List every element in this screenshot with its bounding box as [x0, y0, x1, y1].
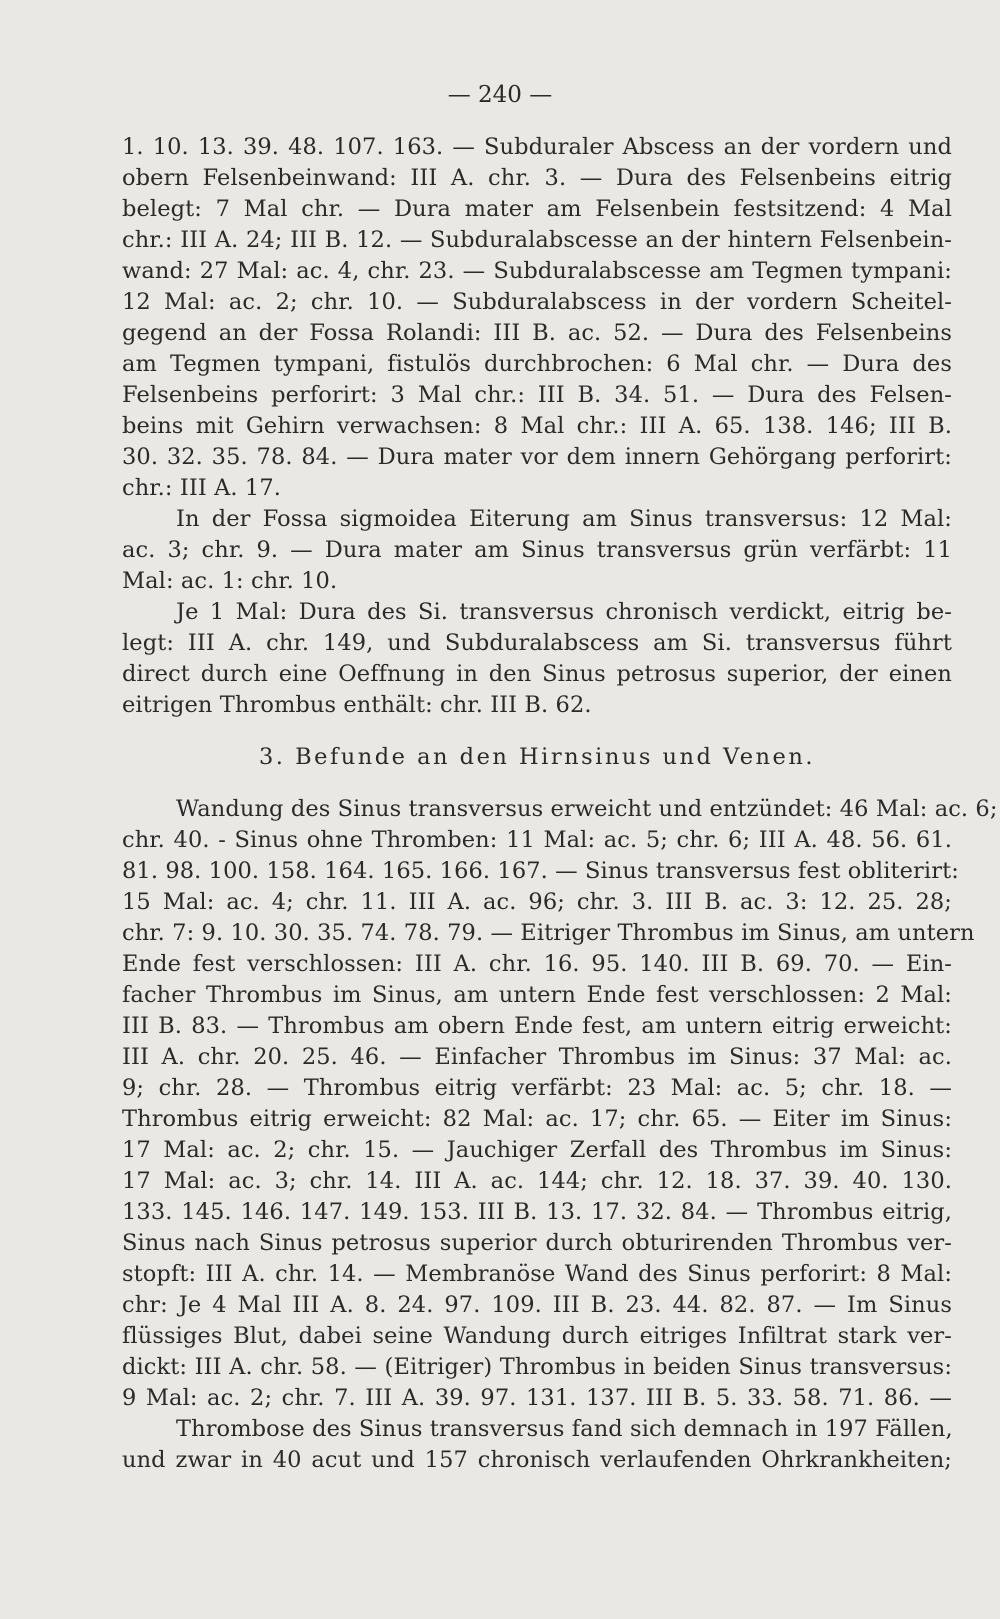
text-line: 9 Mal: ac. 2; chr. 7. III A. 39. 97. 131. 137. III B. 5. 33. 58. 71. 86. —: [122, 1385, 952, 1411]
text-line: 30. 32. 35. 78. 84. — Dura mater vor dem innern Gehörgang perforirt:: [122, 444, 952, 470]
text-line: flüssiges Blut, dabei seine Wandung durch eitriges Infiltrat stark ver-: [122, 1323, 952, 1349]
text-line: am Tegmen tympani, fistulös durchbrochen: 6 Mal chr. — Dura des: [122, 351, 952, 377]
text-line: wand: 27 Mal: ac. 4, chr. 23. — Subduralabscesse am Tegmen tympani:: [122, 258, 952, 284]
text-line: facher Thrombus im Sinus, am untern Ende fest verschlossen: 2 Mal:: [122, 982, 952, 1008]
section-heading: 3. Befunde an den Hirnsinus und Venen.: [258, 744, 816, 770]
text-line: Wandung des Sinus transversus erweicht und entzündet: 46 Mal: ac. 6;: [176, 796, 998, 822]
text-line: und zwar in 40 acut und 157 chronisch verlaufenden Ohrkrankheiten;: [122, 1447, 952, 1473]
text-line: legt: III A. chr. 149, und Subduralabscess am Si. transversus führt: [122, 630, 952, 656]
text-line: 81. 98. 100. 158. 164. 165. 166. 167. — Sinus transversus fest obliterirt:: [122, 858, 959, 884]
text-line: 133. 145. 146. 147. 149. 153. III B. 13. 17. 32. 84. — Thrombus eitrig,: [122, 1199, 952, 1225]
text-line: 12 Mal: ac. 2; chr. 10. — Subduralabscess in der vordern Scheitel-: [122, 289, 952, 315]
text-line: 17 Mal: ac. 3; chr. 14. III A. ac. 144; chr. 12. 18. 37. 39. 40. 130.: [122, 1168, 952, 1194]
text-line: chr: Je 4 Mal III A. 8. 24. 97. 109. III B. 23. 44. 82. 87. — Im Sinus: [122, 1292, 952, 1318]
text-line: chr.: III A. 24; III B. 12. — Subduralabscesse an der hintern Felsenbein-: [122, 227, 952, 253]
text-line: III A. chr. 20. 25. 46. — Einfacher Thrombus im Sinus: 37 Mal: ac.: [122, 1044, 952, 1070]
text-line: ac. 3; chr. 9. — Dura mater am Sinus transversus grün verfärbt: 11: [122, 537, 952, 563]
text-line: 15 Mal: ac. 4; chr. 11. III A. ac. 96; chr. 3. III B. ac. 3: 12. 25. 28;: [122, 889, 952, 915]
text-line: stopft: III A. chr. 14. — Membranöse Wand des Sinus perforirt: 8 Mal:: [122, 1261, 952, 1287]
text-line: Felsenbeins perforirt: 3 Mal chr.: III B. 34. 51. — Dura des Felsen-: [122, 382, 952, 408]
text-line: chr.: III A. 17.: [122, 475, 282, 501]
text-line: Thrombus eitrig erweicht: 82 Mal: ac. 17; chr. 65. — Eiter im Sinus:: [122, 1106, 952, 1132]
text-line: chr. 7: 9. 10. 30. 35. 74. 78. 79. — Eitriger Thrombus im Sinus, am untern: [122, 920, 975, 946]
text-line: Sinus nach Sinus petrosus superior durch obturirenden Thrombus ver-: [122, 1230, 952, 1256]
text-line: obern Felsenbeinwand: III A. chr. 3. — Dura des Felsenbeins eitrig: [122, 165, 952, 191]
text-line: dickt: III A. chr. 58. — (Eitriger) Thrombus in beiden Sinus transversus:: [122, 1354, 952, 1380]
text-line: Je 1 Mal: Dura des Si. transversus chronisch verdickt, eitrig be-: [176, 599, 952, 625]
text-line: In der Fossa sigmoidea Eiterung am Sinus transversus: 12 Mal:: [176, 506, 952, 532]
text-line: 17 Mal: ac. 2; chr. 15. — Jauchiger Zerfall des Thrombus im Sinus:: [122, 1137, 952, 1163]
text-line: eitrigen Thrombus enthält: chr. III B. 62.: [122, 692, 592, 718]
text-line: 9; chr. 28. — Thrombus eitrig verfärbt: 23 Mal: ac. 5; chr. 18. —: [122, 1075, 952, 1101]
text-line: gegend an der Fossa Rolandi: III B. ac. 52. — Dura des Felsenbeins: [122, 320, 952, 346]
page-number: — 240 —: [447, 82, 553, 108]
text-line: belegt: 7 Mal chr. — Dura mater am Felsenbein festsitzend: 4 Mal: [122, 196, 952, 222]
text-line: beins mit Gehirn verwachsen: 8 Mal chr.: III A. 65. 138. 146; III B.: [122, 413, 952, 439]
text-line: chr. 40. - Sinus ohne Thromben: 11 Mal: ac. 5; chr. 6; III A. 48. 56. 61.: [122, 827, 952, 853]
text-line: Mal: ac. 1: chr. 10.: [122, 568, 338, 594]
text-line: Ende fest verschlossen: III A. chr. 16. 95. 140. III B. 69. 70. — Ein-: [122, 951, 952, 977]
text-line: Thrombose des Sinus transversus fand sich demnach in 197 Fällen,: [176, 1416, 953, 1442]
text-line: direct durch eine Oeffnung in den Sinus petrosus superior, der einen: [122, 661, 952, 687]
text-line: III B. 83. — Thrombus am obern Ende fest, am untern eitrig erweicht:: [122, 1013, 952, 1039]
text-line: 1. 10. 13. 39. 48. 107. 163. — Subduraler Abscess an der vordern und: [122, 134, 952, 160]
